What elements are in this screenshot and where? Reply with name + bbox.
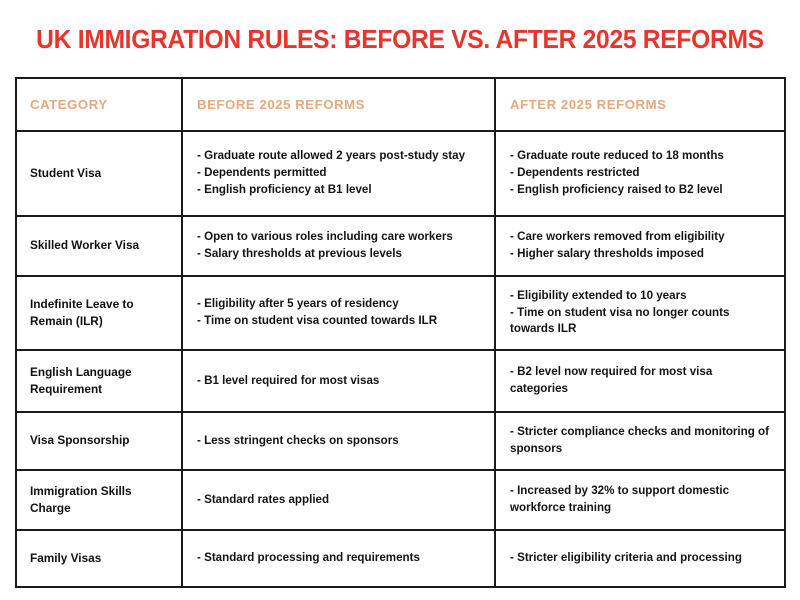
bullet-item: - Open to various roles including care workers xyxy=(197,230,453,244)
bullet-item: - Increased by 32% to support domestic workforce training xyxy=(510,484,730,514)
bullet-item: - Graduate route reduced to 18 months xyxy=(510,149,724,163)
column-header-category: CATEGORY xyxy=(16,78,182,131)
before-reforms-cell xyxy=(182,216,495,276)
bullet-item: - B2 level now required for most visa categories xyxy=(510,365,713,395)
column-header-before: BEFORE 2025 REFORMS xyxy=(182,78,495,131)
bullet-list xyxy=(197,148,480,198)
bullet-list xyxy=(197,550,480,567)
table-row xyxy=(16,131,785,216)
bullet-list xyxy=(510,364,772,398)
bullet-item: - Higher salary thresholds imposed xyxy=(510,247,704,260)
column-header-after: AFTER 2025 REFORMS xyxy=(495,78,785,131)
table-row xyxy=(16,530,785,587)
bullet-item: - Eligibility after 5 years of residency xyxy=(197,297,399,311)
bullet-item: - B1 level required for most visas xyxy=(197,373,380,387)
after-reforms-cell xyxy=(495,276,785,350)
after-reforms-cell xyxy=(495,412,785,470)
table-row xyxy=(16,216,785,276)
bullet-item: - English proficiency at B1 level xyxy=(197,182,372,196)
after-reforms-cell xyxy=(495,530,785,587)
table-header xyxy=(16,78,785,131)
bullet-item: - Care workers removed from eligibility xyxy=(510,230,725,244)
bullet-item: - Time on student visa counted towards ILR xyxy=(197,314,438,327)
bullet-item: - Graduate route allowed 2 years post-study stay xyxy=(197,149,466,163)
bullet-list xyxy=(510,288,772,338)
table-row xyxy=(16,412,785,470)
before-reforms-cell xyxy=(182,276,495,350)
bullet-list xyxy=(510,424,772,458)
after-reforms-cell xyxy=(495,131,785,216)
bullet-list xyxy=(197,229,480,263)
bullet-item: - Salary thresholds at previous levels xyxy=(197,247,402,260)
category-cell: Skilled Worker Visa xyxy=(16,216,182,276)
table-body xyxy=(16,131,785,587)
table-row xyxy=(16,470,785,530)
after-reforms-cell xyxy=(495,216,785,276)
bullet-item: - Time on student visa no longer counts towards ILR xyxy=(510,305,730,336)
table-header-row xyxy=(16,78,785,131)
category-cell: Immigration Skills Charge xyxy=(16,470,182,530)
bullet-item: - Dependents restricted xyxy=(510,166,640,180)
bullet-list xyxy=(510,148,772,198)
before-reforms-cell xyxy=(182,350,495,412)
before-reforms-cell xyxy=(182,412,495,470)
before-reforms-cell xyxy=(182,470,495,530)
bullet-item: - English proficiency raised to B2 level xyxy=(510,182,723,196)
page-title: UK IMMIGRATION RULES: BEFORE VS. AFTER 2025 REFORMS xyxy=(36,26,764,54)
category-cell: Student Visa xyxy=(16,131,182,216)
category-cell: Family Visas xyxy=(16,530,182,587)
category-cell: Indefinite Leave to Remain (ILR) xyxy=(16,276,182,350)
bullet-item: - Eligibility extended to 10 years xyxy=(510,288,687,302)
after-reforms-cell xyxy=(495,470,785,530)
bullet-item: - Stricter compliance checks and monitoring of sponsors xyxy=(510,425,769,455)
category-cell: Visa Sponsorship xyxy=(16,412,182,470)
bullet-list xyxy=(197,296,480,330)
bullet-item: - Stricter eligibility criteria and processing xyxy=(510,551,742,565)
after-reforms-cell xyxy=(495,350,785,412)
bullet-list xyxy=(197,492,480,509)
bullet-item: - Dependents permitted xyxy=(197,166,327,180)
comparison-table xyxy=(15,77,786,588)
bullet-item: - Less stringent checks on sponsors xyxy=(197,433,399,447)
before-reforms-cell xyxy=(182,530,495,587)
bullet-item: - Standard processing and requirements xyxy=(197,551,420,565)
table-row xyxy=(16,276,785,350)
bullet-list xyxy=(197,433,480,450)
table-row xyxy=(16,350,785,412)
before-reforms-cell xyxy=(182,131,495,216)
bullet-item: - Standard rates applied xyxy=(197,492,330,506)
bullet-list xyxy=(510,229,772,263)
bullet-list xyxy=(510,483,772,517)
category-cell: English Language Requirement xyxy=(16,350,182,412)
bullet-list xyxy=(197,373,480,390)
bullet-list xyxy=(510,550,772,567)
